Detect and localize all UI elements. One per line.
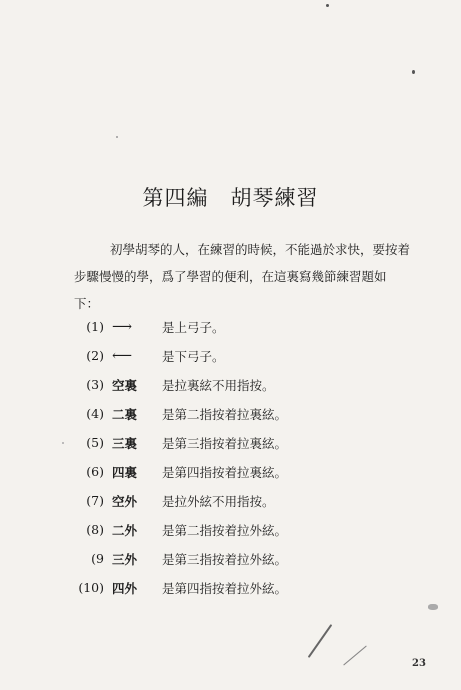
exercise-item xyxy=(76,486,376,515)
intro-paragraph xyxy=(74,236,442,317)
intro-line-2: 步驟慢慢的學，爲了學習的便利，在這裏寫幾節練習題如 xyxy=(74,269,387,284)
exercise-key: 二裏 xyxy=(112,406,138,422)
right-arrow-icon: ⟶ xyxy=(112,318,133,335)
scan-speck xyxy=(326,4,329,7)
exercise-item xyxy=(76,544,376,573)
scan-speck xyxy=(428,604,438,610)
exercise-description: 是下弓子。 xyxy=(162,348,225,364)
exercise-list xyxy=(76,312,376,602)
exercise-number: (2) xyxy=(86,348,104,363)
exercise-description: 是拉裏絃不用指按。 xyxy=(162,377,275,393)
exercise-item xyxy=(76,399,376,428)
exercise-number: (8) xyxy=(86,522,104,537)
exercise-key: 四外 xyxy=(112,580,138,596)
exercise-number: (4) xyxy=(86,406,104,421)
chapter-number: 第四編 xyxy=(142,186,209,210)
exercise-key: 空裏 xyxy=(112,377,138,393)
exercise-number: (9 xyxy=(91,551,104,566)
scan-speck xyxy=(412,70,415,74)
exercise-description: 是拉外絃不用指按。 xyxy=(162,493,275,509)
chapter-title xyxy=(0,182,461,212)
exercise-key: 三外 xyxy=(112,551,138,567)
exercise-number: (1) xyxy=(86,319,104,334)
exercise-number: (5) xyxy=(86,435,104,450)
exercise-item xyxy=(76,515,376,544)
exercise-number: (3) xyxy=(86,377,104,392)
left-arrow-icon: ⟵ xyxy=(112,347,133,364)
exercise-key: 空外 xyxy=(112,493,138,509)
exercise-key: 三裏 xyxy=(112,435,138,451)
exercise-key: 四裏 xyxy=(112,464,138,480)
scan-speck xyxy=(308,624,333,658)
exercise-item xyxy=(76,341,376,370)
exercise-description: 是第四指按着拉裏絃。 xyxy=(162,464,288,480)
intro-line-3: 下： xyxy=(74,296,100,311)
exercise-item xyxy=(76,457,376,486)
scan-speck xyxy=(116,136,118,138)
exercise-description: 是第二指按着拉裏絃。 xyxy=(162,406,288,422)
scan-speck xyxy=(343,645,367,665)
exercise-item xyxy=(76,312,376,341)
exercise-number: (6) xyxy=(86,464,104,479)
exercise-description: 是第四指按着拉外絃。 xyxy=(162,580,288,596)
exercise-description: 是第二指按着拉外絃。 xyxy=(162,522,288,538)
exercise-item xyxy=(76,428,376,457)
exercise-description: 是第三指按着拉外絃。 xyxy=(162,551,288,567)
exercise-item xyxy=(76,573,376,602)
exercise-number: (10) xyxy=(78,580,104,595)
exercise-key: 二外 xyxy=(112,522,138,538)
exercise-description: 是第三指按着拉裏絃。 xyxy=(162,435,288,451)
intro-line-1: 初學胡琴的人，在練習的時候，不能過於求快，要按着 xyxy=(110,242,411,257)
exercise-description: 是上弓子。 xyxy=(162,319,225,335)
scan-speck xyxy=(62,442,64,444)
page-number: 23 xyxy=(412,658,426,669)
exercise-number: (7) xyxy=(86,493,104,508)
exercise-item xyxy=(76,370,376,399)
chapter-name: 胡琴練習 xyxy=(230,186,319,210)
